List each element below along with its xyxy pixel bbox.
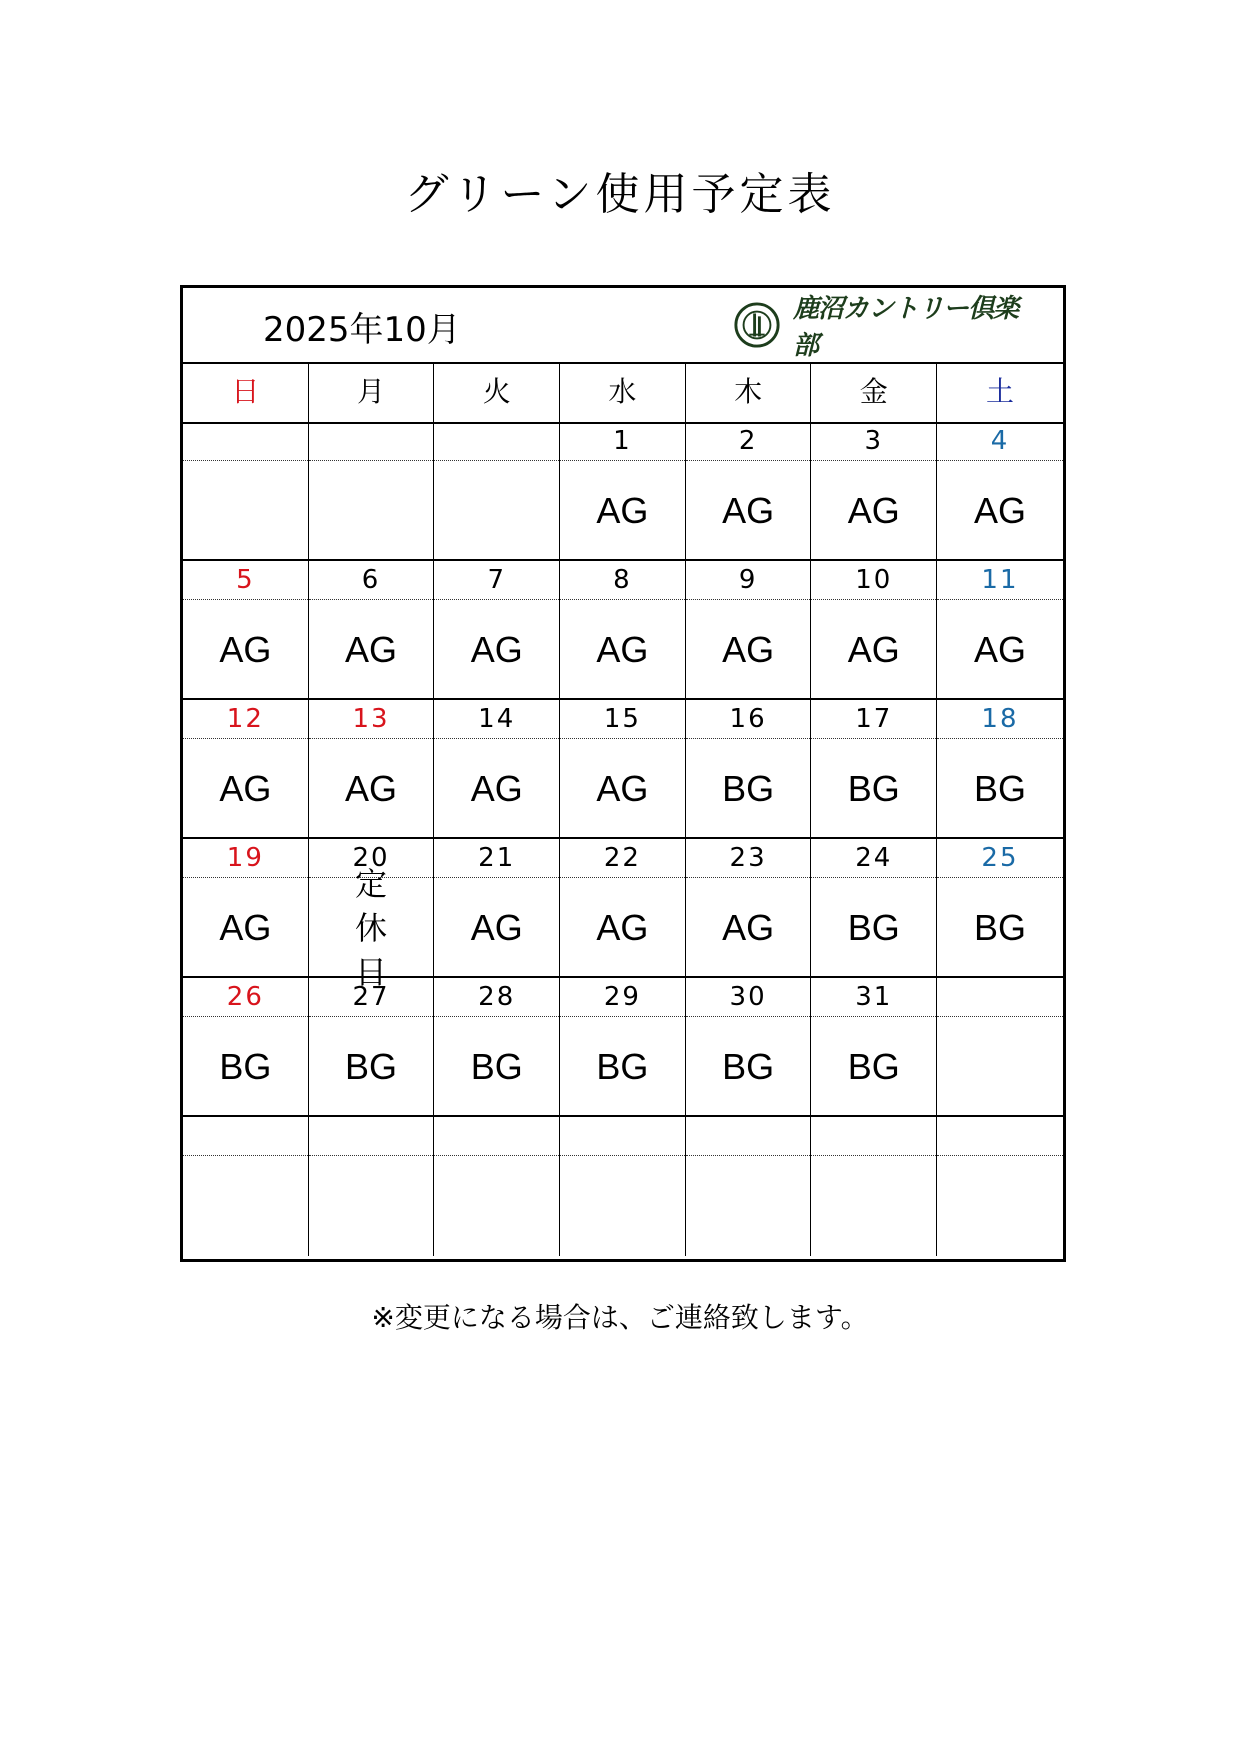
day-cell bbox=[560, 561, 686, 698]
day-cell bbox=[811, 1117, 937, 1256]
date-number: 7 bbox=[434, 561, 559, 600]
day-cell bbox=[937, 1117, 1063, 1256]
weekday-tue: 火 bbox=[434, 362, 560, 422]
day-cell bbox=[686, 700, 812, 837]
day-cell bbox=[183, 978, 309, 1115]
green-assignment: AG bbox=[596, 906, 649, 948]
green-assignment: BG bbox=[847, 767, 900, 809]
day-cell bbox=[434, 561, 560, 698]
day-cell bbox=[434, 839, 560, 976]
date-number bbox=[183, 422, 308, 461]
green-assignment bbox=[937, 1018, 1063, 1115]
day-cell bbox=[811, 700, 937, 837]
date-number: 12 bbox=[183, 700, 308, 739]
date-number: 30 bbox=[686, 978, 811, 1017]
date-number: 31 bbox=[811, 978, 936, 1017]
day-cell bbox=[309, 1117, 435, 1256]
week-row bbox=[183, 422, 1063, 561]
day-cell bbox=[183, 1117, 309, 1256]
green-assignment bbox=[309, 462, 434, 559]
week-row bbox=[183, 839, 1063, 991]
green-assignment: BG bbox=[596, 1045, 649, 1087]
day-cell bbox=[309, 839, 435, 991]
green-assignment: AG bbox=[596, 489, 649, 531]
green-assignment: BG bbox=[847, 906, 900, 948]
green-assignment: AG bbox=[973, 489, 1026, 531]
day-cell bbox=[686, 839, 812, 976]
calendar bbox=[180, 285, 1066, 1262]
green-assignment: AG bbox=[722, 628, 775, 670]
day-cell bbox=[686, 561, 812, 698]
day-cell bbox=[309, 561, 435, 698]
weekday-mon: 月 bbox=[309, 362, 435, 422]
week-row bbox=[183, 561, 1063, 700]
club-logo bbox=[733, 294, 1033, 361]
weekday-thu: 木 bbox=[686, 362, 812, 422]
date-number: 5 bbox=[183, 561, 308, 600]
date-number: 1 bbox=[560, 422, 685, 461]
green-assignment: 定休日 bbox=[355, 864, 388, 991]
day-cell bbox=[560, 839, 686, 976]
green-assignment: AG bbox=[470, 906, 523, 948]
date-number: 17 bbox=[811, 700, 936, 739]
green-assignment: AG bbox=[596, 628, 649, 670]
date-number: 6 bbox=[309, 561, 434, 600]
day-cell bbox=[434, 422, 560, 559]
date-number bbox=[434, 422, 559, 461]
day-cell bbox=[811, 978, 937, 1115]
day-cell bbox=[937, 561, 1063, 698]
day-cell bbox=[309, 978, 435, 1115]
day-cell bbox=[937, 422, 1063, 559]
green-assignment bbox=[183, 462, 308, 559]
date-number: 4 bbox=[937, 422, 1063, 461]
day-cell bbox=[560, 422, 686, 559]
green-assignment: BG bbox=[345, 1045, 398, 1087]
date-number: 11 bbox=[937, 561, 1063, 600]
green-assignment: AG bbox=[973, 628, 1026, 670]
weekday-fri: 金 bbox=[811, 362, 937, 422]
green-assignment bbox=[560, 1157, 685, 1256]
green-assignment: AG bbox=[470, 628, 523, 670]
weekday-wed: 水 bbox=[560, 362, 686, 422]
date-number: 19 bbox=[183, 839, 308, 878]
day-cell bbox=[560, 1117, 686, 1256]
weekday-sat: 土 bbox=[985, 375, 1014, 408]
green-assignment bbox=[434, 462, 559, 559]
green-assignment: AG bbox=[847, 489, 900, 531]
date-number: 8 bbox=[560, 561, 685, 600]
green-assignment: AG bbox=[219, 767, 272, 809]
club-emblem-icon bbox=[733, 300, 781, 350]
day-cell bbox=[686, 422, 812, 559]
day-cell bbox=[434, 978, 560, 1115]
green-assignment: AG bbox=[722, 906, 775, 948]
change-note: ※変更になる場合は、ご連絡致します。 bbox=[371, 1301, 869, 1334]
day-cell bbox=[434, 700, 560, 837]
green-assignment: BG bbox=[973, 906, 1026, 948]
green-assignment: BG bbox=[219, 1045, 272, 1087]
date-number bbox=[937, 978, 1063, 1017]
date-number: 13 bbox=[309, 700, 434, 739]
day-cell bbox=[686, 978, 812, 1115]
green-assignment bbox=[434, 1157, 559, 1256]
green-assignment: AG bbox=[345, 767, 398, 809]
week-row bbox=[183, 1117, 1063, 1256]
green-assignment bbox=[309, 1157, 434, 1256]
date-number: 26 bbox=[183, 978, 308, 1017]
date-number bbox=[937, 1117, 1063, 1156]
day-cell bbox=[937, 700, 1063, 837]
calendar-header bbox=[183, 288, 1063, 364]
day-cell bbox=[560, 978, 686, 1115]
date-number: 22 bbox=[560, 839, 685, 878]
date-number bbox=[183, 1117, 308, 1156]
date-number: 9 bbox=[686, 561, 811, 600]
date-number: 24 bbox=[811, 839, 936, 878]
green-assignment: AG bbox=[470, 767, 523, 809]
date-number bbox=[434, 1117, 559, 1156]
date-number: 18 bbox=[937, 700, 1063, 739]
green-assignment bbox=[686, 1157, 811, 1256]
date-number bbox=[811, 1117, 936, 1156]
day-cell bbox=[309, 700, 435, 837]
day-cell bbox=[183, 839, 309, 976]
calendar-grid bbox=[183, 422, 1063, 1256]
green-assignment bbox=[183, 1157, 308, 1256]
green-assignment: AG bbox=[596, 767, 649, 809]
day-cell bbox=[183, 700, 309, 837]
day-cell bbox=[183, 422, 309, 559]
day-cell bbox=[434, 1117, 560, 1256]
date-number bbox=[560, 1117, 685, 1156]
green-assignment: BG bbox=[847, 1045, 900, 1087]
green-assignment bbox=[937, 1157, 1063, 1256]
day-cell bbox=[937, 978, 1063, 1115]
green-assignment: AG bbox=[219, 628, 272, 670]
day-cell bbox=[811, 561, 937, 698]
date-number: 27 bbox=[309, 978, 434, 1017]
date-number: 21 bbox=[434, 839, 559, 878]
date-number bbox=[309, 1117, 434, 1156]
green-assignment: BG bbox=[722, 767, 775, 809]
date-number: 28 bbox=[434, 978, 559, 1017]
green-assignment bbox=[811, 1157, 936, 1256]
day-cell bbox=[309, 422, 435, 559]
green-assignment: AG bbox=[345, 628, 398, 670]
page-title: グリーン使用予定表 bbox=[404, 169, 836, 220]
date-number: 16 bbox=[686, 700, 811, 739]
date-number: 20 bbox=[309, 839, 434, 878]
week-row bbox=[183, 978, 1063, 1117]
green-assignment: BG bbox=[973, 767, 1026, 809]
day-cell bbox=[937, 839, 1063, 976]
date-number: 29 bbox=[560, 978, 685, 1017]
date-number: 10 bbox=[811, 561, 936, 600]
date-number: 25 bbox=[937, 839, 1063, 878]
green-assignment: AG bbox=[219, 906, 272, 948]
day-cell bbox=[811, 422, 937, 559]
day-cell bbox=[183, 561, 309, 698]
date-number bbox=[686, 1117, 811, 1156]
day-cell bbox=[811, 839, 937, 976]
day-cell bbox=[560, 700, 686, 837]
month-label: 2025年10月 bbox=[263, 310, 461, 350]
weekday-sun: 日 bbox=[183, 362, 309, 422]
date-number: 14 bbox=[434, 700, 559, 739]
green-assignment: AG bbox=[722, 489, 775, 531]
green-assignment: BG bbox=[722, 1045, 775, 1087]
date-number: 23 bbox=[686, 839, 811, 878]
weekday-header-row bbox=[183, 362, 1063, 424]
green-assignment: BG bbox=[470, 1045, 523, 1087]
day-cell bbox=[686, 1117, 812, 1256]
green-assignment: AG bbox=[847, 628, 900, 670]
date-number: 2 bbox=[686, 422, 811, 461]
club-name: 鹿沼カントリー倶楽部 bbox=[793, 294, 1019, 361]
date-number: 15 bbox=[560, 700, 685, 739]
date-number: 3 bbox=[811, 422, 936, 461]
date-number bbox=[309, 422, 434, 461]
week-row bbox=[183, 700, 1063, 839]
